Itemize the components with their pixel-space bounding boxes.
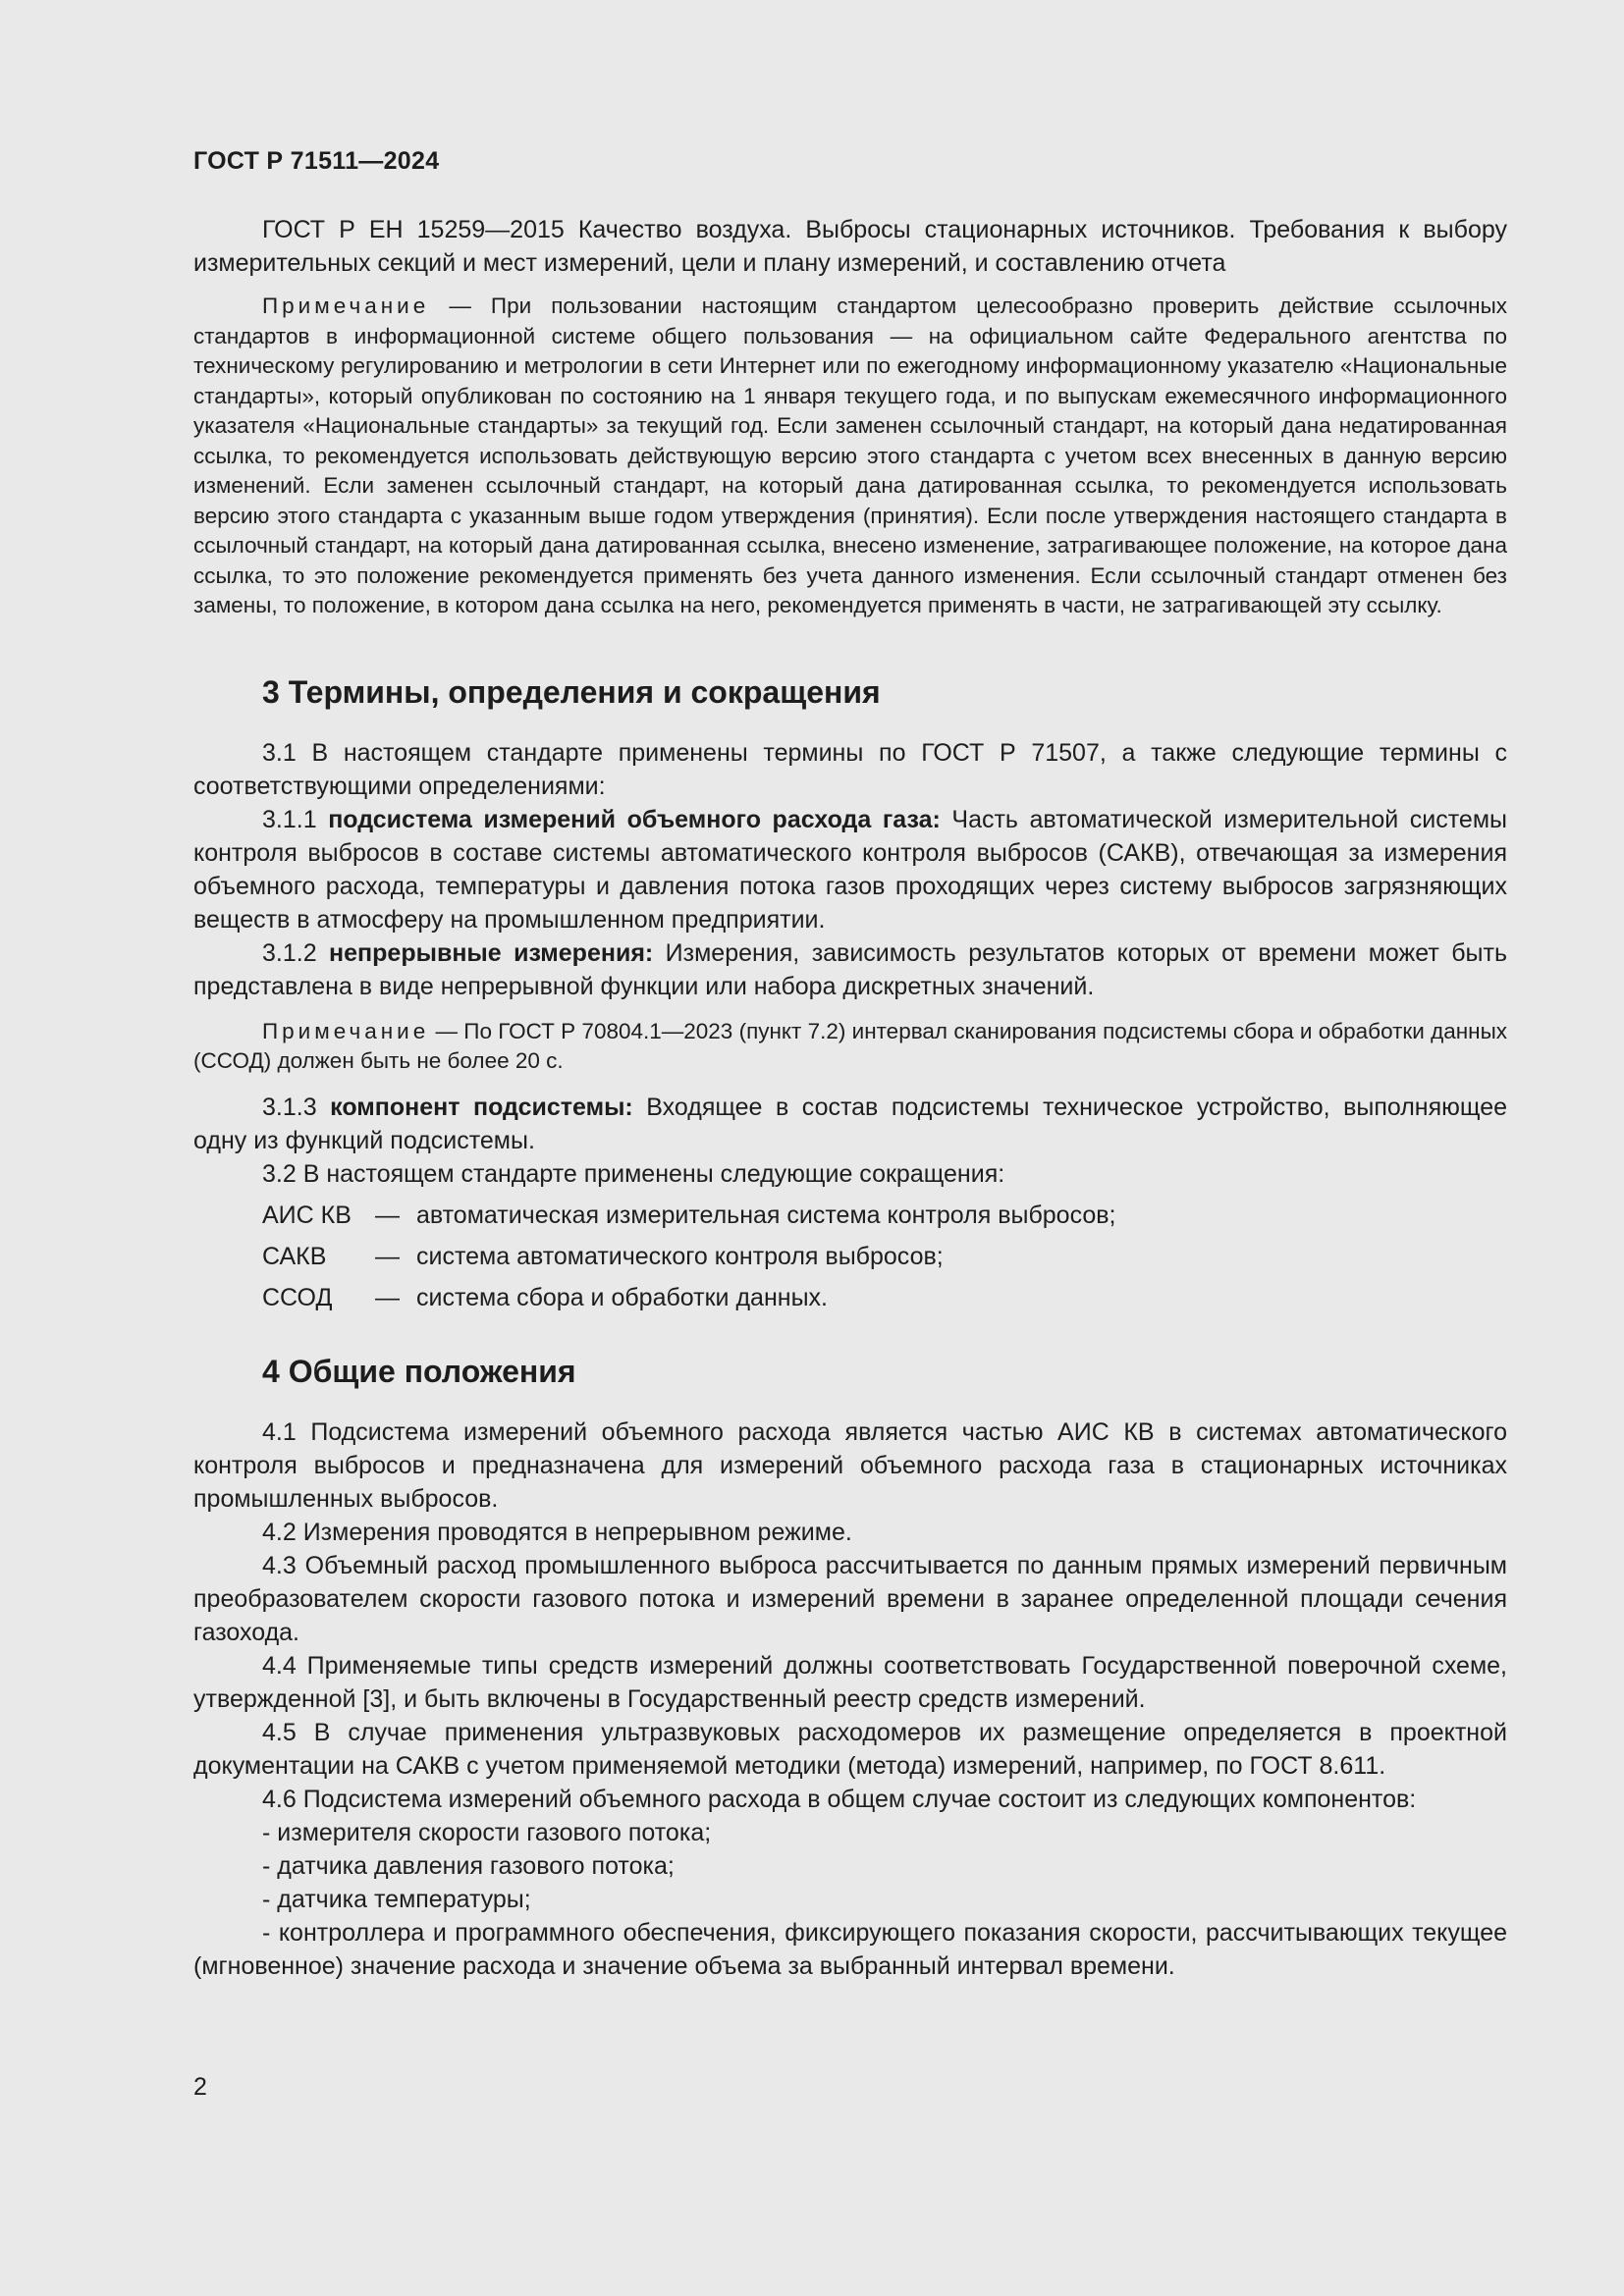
- reference-entry: ГОСТ Р ЕН 15259—2015 Качество воздуха. Выбросы стационарных источников. Требования к выбору измерительных секций и мест измерений, цели и плану измерений, и составлению отчета: [193, 216, 1507, 277]
- list-item: - датчика температуры;: [262, 1885, 531, 1913]
- term-subsystem-component: компонент подсистемы:: [330, 1093, 633, 1121]
- term-flow-subsystem: подсистема измерений объемного расхода газа:: [328, 805, 941, 833]
- clause-number: 3.1.1: [262, 805, 329, 833]
- abbreviation-term: АИС КВ: [262, 1201, 352, 1229]
- page-number: 2: [193, 2073, 207, 2101]
- document-header: ГОСТ Р 71511—2024: [193, 147, 440, 175]
- paragraph-3-1: 3.1 В настоящем стандарте применены термины по ГОСТ Р 71507, а также следующие термины с соответствующими определениями:: [193, 738, 1507, 800]
- abbreviation-dash: —: [375, 1283, 400, 1311]
- abbreviation-definition: система автоматического контроля выбросов;: [416, 1242, 944, 1270]
- paragraph-4-6: 4.6 Подсистема измерений объемного расхода в общем случае состоит из следующих компонентов:: [262, 1785, 1417, 1813]
- term-definition: Входящее в состав подсистемы техническое устройство, выполняющее одну из функций подсистемы.: [193, 1093, 1507, 1154]
- abbreviation-row: [193, 1199, 1507, 1232]
- list-item: - датчика давления газового потока;: [262, 1851, 675, 1880]
- paragraph-4-1: 4.1 Подсистема измерений объемного расхода является частью АИС КВ в системах автоматического контроля выбросов и предназначена для измерений объемного расхода газа в стационарных источниках промышленных выбросов.: [193, 1417, 1507, 1513]
- references-note: [193, 292, 1507, 621]
- abbreviation-row: [193, 1281, 1507, 1314]
- paragraph-3-1-2: [193, 936, 1507, 1003]
- note-text: — При пользовании настоящим стандартом целесообразно проверить действие ссылочных стандартов в информационной системе общего пользования — на официальном сайте Федерального агентства по техническому регулированию и метрологии в сети Интернет или по ежегодному информационному указателю «Национальные стандарты», который опубликован по состоянию на 1 января текущего года, и по выпускам ежемесячного информационного указателя «Национальные стандарты» за текущий год. Если заменен ссылочный стандарт, на который дана недатированная ссылка, то рекомендуется использовать действующую версию этого стандарта с учетом всех внесенных в данную версию изменений. Если заменен ссылочный стандарт, на который дана датированная ссылка, то рекомендуется использовать версию этого стандарта с указанным выше годом утверждения (принятия). Если после утверждения настоящего стандарта в ссылочный стандарт, на который дана датированная ссылка, внесено изменение, затрагивающее положение, на которое дана ссылка, то это положение рекомендуется применять без учета данного изменения. Если ссылочный стандарт отменен без замены, то положение, в котором дана ссылка на него, рекомендуется применять в части, не затрагивающей эту ссылку.: [193, 294, 1507, 617]
- paragraph-4-3: 4.3 Объемный расход промышленного выброса рассчитывается по данным прямых измерений первичным преобразователем скорости газового потока и измерений времени в заранее определенной площади сечения газохода.: [193, 1551, 1507, 1646]
- abbreviations-list: [193, 1199, 1507, 1314]
- list-item: - контроллера и программного обеспечения, фиксирующего показания скорости, рассчитывающих текущее (мгновенное) значение расхода и значение объема за выбранный интервал времени.: [193, 1918, 1507, 1980]
- term-continuous-measurements: непрерывные измерения:: [329, 938, 654, 967]
- abbreviation-row: [193, 1240, 1507, 1273]
- abbreviation-term: САКВ: [262, 1242, 327, 1270]
- paragraph-4-4: 4.4 Применяемые типы средств измерений должны соответствовать Государственной поверочной схеме, утвержденной [3], и быть включены в Государственный реестр средств измерений.: [193, 1651, 1507, 1713]
- abbreviation-definition: автоматическая измерительная система контроля выбросов;: [416, 1201, 1116, 1229]
- paragraph-4-2: 4.2 Измерения проводятся в непрерывном режиме.: [262, 1518, 852, 1546]
- list-item: - измерителя скорости газового потока;: [262, 1818, 712, 1846]
- note-label: Примечание: [262, 1018, 430, 1043]
- paragraph-3-2: 3.2 В настоящем стандарте применены следующие сокращения:: [262, 1159, 1005, 1188]
- term-definition: Часть автоматической измерительной системы контроля выбросов в составе системы автоматического контроля выбросов (САКВ), отвечающая за измерения объемного расхода, температуры и давления потока газов проходящих через систему выбросов загрязняющих веществ в атмосферу на промышленном предприятии.: [193, 805, 1507, 934]
- paragraph-4-5: 4.5 В случае применения ультразвуковых расходомеров их размещение определяется в проектной документации на САКВ с учетом применяемой методики (метода) измерений, например, по ГОСТ 8.611.: [193, 1718, 1507, 1780]
- section-3-title: 3 Термины, определения и сокращения: [262, 673, 881, 710]
- page-content: [193, 147, 1507, 1983]
- paragraph-3-1-1: [193, 803, 1507, 936]
- paragraph-3-1-3: [193, 1091, 1507, 1157]
- term-definition: Измерения, зависимость результатов которых от времени может быть представлена в виде непрерывной функции или набора дискретных значений.: [193, 938, 1507, 1000]
- abbreviation-term: ССОД: [262, 1283, 333, 1311]
- section-4-title: 4 Общие положения: [262, 1353, 576, 1389]
- note-label: Примечание: [262, 294, 430, 318]
- components-list: [193, 1816, 1507, 1983]
- clause-number: 3.1.2: [262, 938, 330, 967]
- clause-number: 3.1.3: [262, 1093, 331, 1121]
- abbreviation-dash: —: [375, 1242, 400, 1270]
- term-note: [193, 1017, 1507, 1077]
- note-text: — По ГОСТ Р 70804.1—2023 (пункт 7.2) интервал сканирования подсистемы сбора и обработки данных (ССОД) должен быть не более 20 с.: [193, 1018, 1507, 1073]
- abbreviation-dash: —: [375, 1201, 400, 1229]
- abbreviation-definition: система сбора и обработки данных.: [416, 1283, 828, 1311]
